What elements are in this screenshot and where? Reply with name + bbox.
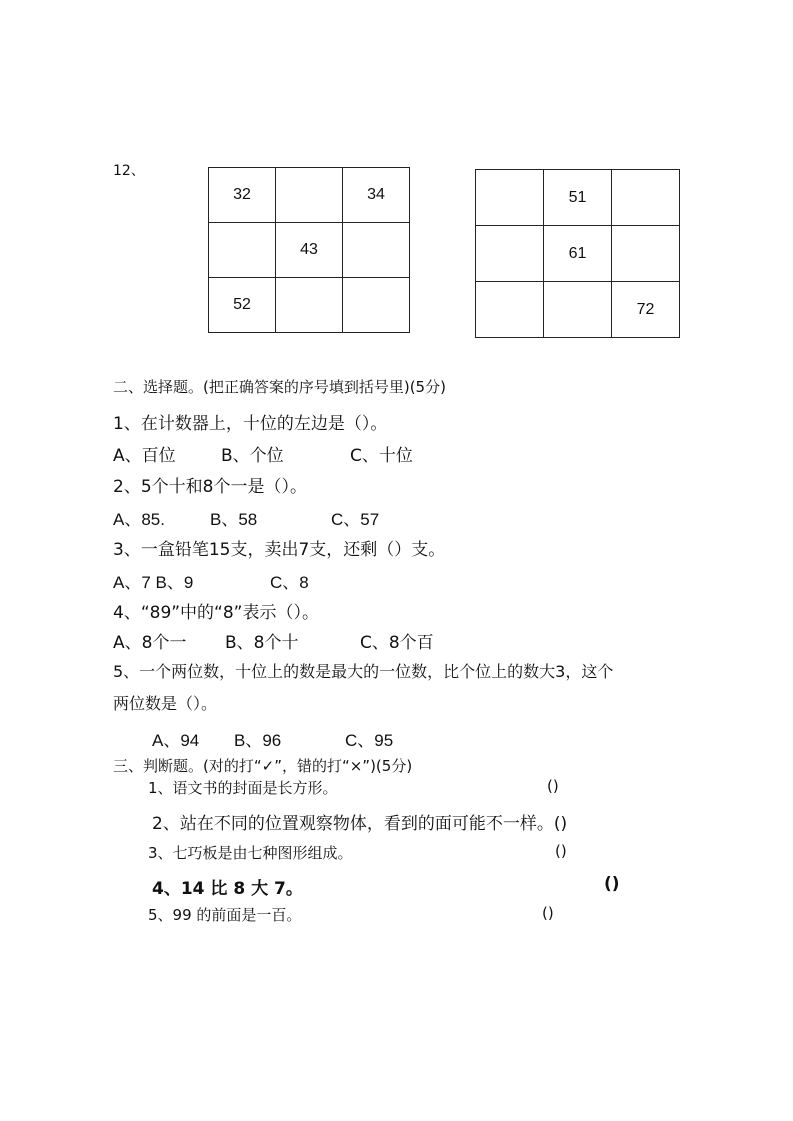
section-3-heading: 三、判断题。(对的打“✓”，错的打“×”)(5分) [113,757,413,775]
judgement-3-paren: () [555,842,567,860]
question-1-option-a: A、百位 [113,446,176,466]
number-grid-2 [475,169,680,338]
question-1-option-c: C、十位 [350,446,413,466]
judgement-4-paren: () [604,874,620,894]
question-4-option-b: B、8个十 [225,633,299,653]
grid-cell [476,282,544,338]
grid-cell: 32 [209,168,276,223]
question-4-stem: 4、“89”中的“8”表示（）。 [113,603,319,623]
question-5-stem-line-1: 5、一个两位数，十位上的数是最大的一位数，比个位上的数大3，这个 [113,662,614,681]
grid-cell [209,223,276,278]
question-1-stem: 1、在计数器上，十位的左边是（）。 [113,414,388,434]
number-grid-1 [208,167,410,333]
grid-cell: 43 [276,223,343,278]
grid-cell [544,282,612,338]
question-1-option-b: B、个位 [221,446,284,466]
section-2-heading: 二、选择题。(把正确答案的序号填到括号里)(5分) [113,378,446,396]
grid-cell: 61 [544,226,612,282]
grid-cell [612,170,680,226]
judgement-5-paren: () [542,904,554,922]
judgement-1-paren: () [547,777,559,795]
question-2-option-a: A、85. [113,510,165,529]
grid-cell [476,170,544,226]
question-4-option-c: C、8个百 [360,633,434,653]
question-5-stem-line-2: 两位数是（）。 [113,694,218,713]
judgement-2-text: 2、站在不同的位置观察物体，看到的面可能不一样。() [152,814,568,834]
judgement-4-text: 4、14 比 8 大 7。 [152,879,303,899]
question-3-stem: 3、一盒铅笔15支，卖出7支，还剩（）支。 [113,540,446,560]
question-2-option-c: C、57 [331,510,380,529]
judgement-3-text: 3、七巧板是由七种图形组成。 [148,844,353,862]
question-5-option-a: A、94 [152,731,200,750]
grid-cell [343,278,410,333]
grid-cell [476,226,544,282]
grid-cell: 72 [612,282,680,338]
question-5-option-b: B、96 [234,731,282,750]
judgement-1-text: 1、语文书的封面是长方形。 [148,779,338,797]
grid-cell: 34 [343,168,410,223]
question-3-option-c: C、8 [270,573,309,592]
question-4-option-a: A、8个一 [113,633,187,653]
judgement-5-text: 5、99 的前面是一百。 [148,906,302,924]
question-5-option-c: C、95 [345,731,394,750]
grid-cell [276,278,343,333]
question-2-option-b: B、58 [210,510,258,529]
question-2-stem: 2、5个十和8个一是（）。 [113,477,307,497]
question-3-option-ab: A、7 B、9 [113,573,194,592]
grid-cell [276,168,343,223]
grid-cell [612,226,680,282]
question-12-label: 12、 [113,163,145,179]
grid-cell: 52 [209,278,276,333]
grid-cell [343,223,410,278]
grid-cell: 51 [544,170,612,226]
